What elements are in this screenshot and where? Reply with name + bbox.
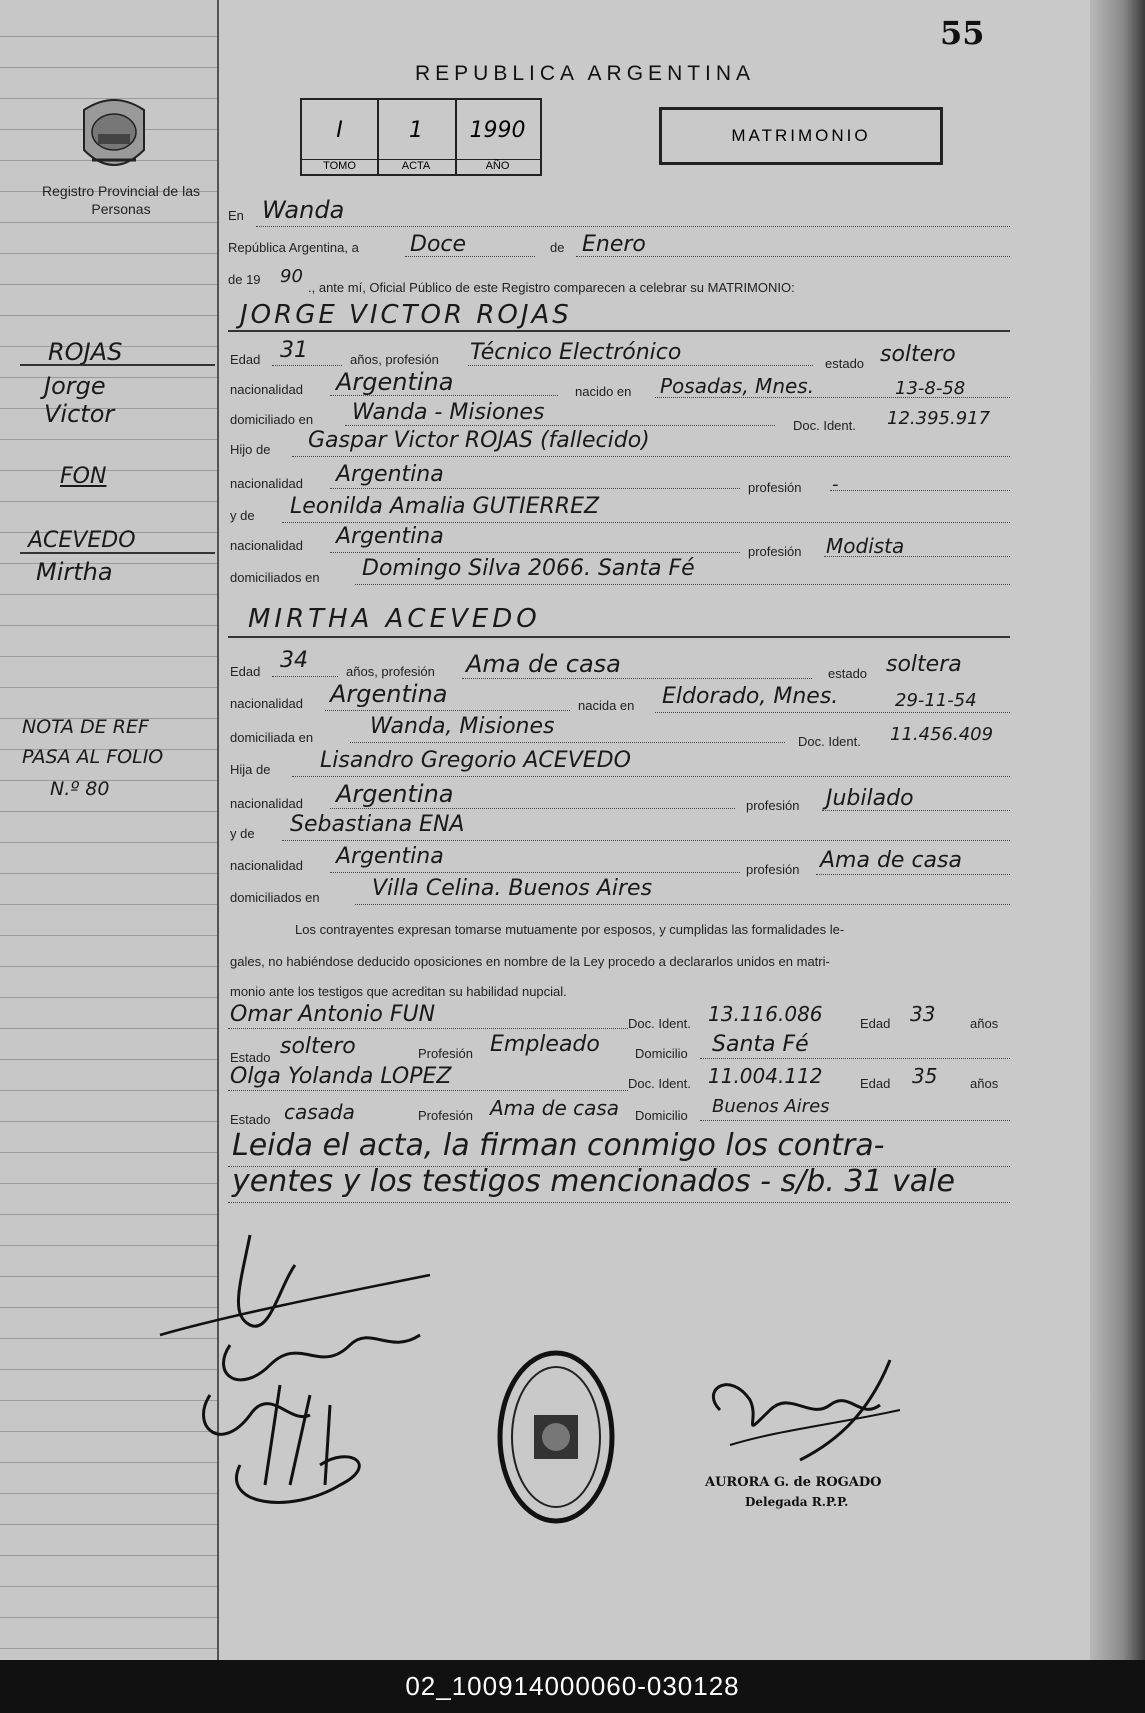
witness1-domicile: Santa Fé xyxy=(712,1032,809,1057)
bride-status: soltera xyxy=(886,652,962,677)
margin-note-1: NOTA DE REF xyxy=(22,716,149,738)
declaration-line-3: monio ante los testigos que acreditan su habilidad nupcial. xyxy=(230,984,567,999)
official-signature xyxy=(690,1350,930,1475)
witness1-name: Omar Antonio FUN xyxy=(230,1002,436,1027)
bride-father: Lisandro Gregorio ACEVEDO xyxy=(320,748,631,773)
groom-father-prof: - xyxy=(832,474,839,495)
groom-domicile: Wanda - Misiones xyxy=(352,400,545,425)
groom-parents-domicile: Domingo Silva 2066. Santa Fé xyxy=(362,556,695,581)
witness2-dom-label: Domicilio xyxy=(635,1108,688,1123)
bride-name: MIRTHA ACEVEDO xyxy=(248,604,541,634)
bride-domicile: Wanda, Misiones xyxy=(370,714,555,739)
groom-yde-label: y de xyxy=(230,508,255,523)
groom-profession: Técnico Electrónico xyxy=(470,340,682,365)
bride-father-nac-label: nacionalidad xyxy=(230,796,304,811)
groom-mother: Leonilda Amalia GUTIERREZ xyxy=(290,494,600,519)
groom-dom-label: domiciliado en xyxy=(230,412,314,427)
witness2-name: Olga Yolanda LOPEZ xyxy=(230,1064,452,1089)
record-index-box xyxy=(300,98,542,176)
anio-value: 1990 xyxy=(469,118,526,143)
bride-doc-label: Doc. Ident. xyxy=(798,734,861,749)
tomo-label: TOMO xyxy=(302,159,377,172)
witness2-estado-label: Estado xyxy=(230,1112,271,1127)
bride-doc: 11.456.409 xyxy=(890,724,994,745)
groom-age: 31 xyxy=(280,338,308,363)
groom-name: JORGE VICTOR ROJAS xyxy=(240,300,572,330)
margin-groom-name-1: Jorge xyxy=(44,372,106,400)
witness1-estado-label: Estado xyxy=(230,1050,271,1065)
acta-label: ACTA xyxy=(377,159,455,172)
document-code-footer: 02_100914000060-030128 xyxy=(0,1660,1145,1713)
margin-bride-name: Mirtha xyxy=(36,558,113,586)
bride-mother-prof-label: profesión xyxy=(746,862,800,877)
bride-father-nat: Argentina xyxy=(336,780,454,808)
closing-line-2: yentes y los testigos mencionados - s/b. 31 vale xyxy=(232,1164,955,1199)
bride-yde-label: y de xyxy=(230,826,255,841)
closing-line-1: Leida el acta, la firman conmigo los contra- xyxy=(232,1128,885,1163)
intro-text: ., ante mí, Oficial Público de este Registro comparecen a celebrar su MATRIMONIO: xyxy=(308,280,795,295)
witness1-profession: Empleado xyxy=(490,1032,600,1057)
witness1-edad-label: Edad xyxy=(860,1016,891,1031)
acta-value: 1 xyxy=(409,118,423,143)
groom-father-nat: Argentina xyxy=(336,462,444,487)
bride-dom-label: domiciliada en xyxy=(230,730,314,745)
groom-estado-label: estado xyxy=(825,356,865,371)
groom-nacido-label: nacido en xyxy=(575,384,632,399)
groom-parents-dom-label: domiciliados en xyxy=(230,570,320,585)
groom-doc: 12.395.917 xyxy=(887,408,991,429)
groom-mother-nac-label: nacionalidad xyxy=(230,538,304,553)
bride-hija-label: Hija de xyxy=(230,762,271,777)
margin-note-3: N.º 80 xyxy=(50,778,110,800)
bride-parents-dom-label: domiciliados en xyxy=(230,890,320,905)
groom-birthdate: 13-8-58 xyxy=(895,378,966,399)
day: Doce xyxy=(410,232,467,257)
en-label: En xyxy=(228,208,244,223)
bride-mother-nat: Argentina xyxy=(336,844,444,869)
margin-mark: FON xyxy=(60,464,107,489)
groom-hijo-label: Hijo de xyxy=(230,442,271,457)
bride-parents-domicile: Villa Celina. Buenos Aires xyxy=(372,876,653,901)
bride-profession: Ama de casa xyxy=(466,650,621,678)
year-prefix: de 19 xyxy=(228,272,261,287)
witness1-prof-label: Profesión xyxy=(418,1046,473,1061)
groom-mother-nat: Argentina xyxy=(336,524,444,549)
country-title: REPUBLICA ARGENTINA xyxy=(415,62,756,85)
province-emblem-icon xyxy=(74,90,154,185)
month: Enero xyxy=(582,232,646,257)
bride-age: 34 xyxy=(280,648,308,673)
witness2-domicile: Buenos Aires xyxy=(712,1096,830,1117)
groom-father: Gaspar Victor ROJAS (fallecido) xyxy=(308,428,650,453)
bride-birthdate: 29-11-54 xyxy=(895,690,977,711)
witness2-age: 35 xyxy=(912,1064,938,1088)
de-label: de xyxy=(550,240,565,255)
witness2-anos-label: años xyxy=(970,1076,999,1091)
groom-prof-label: años, profesión xyxy=(350,352,439,367)
book-binding-edge xyxy=(1090,0,1145,1660)
page-number: 55 xyxy=(940,14,985,52)
bride-nationality: Argentina xyxy=(330,680,448,708)
groom-edad-label: Edad xyxy=(230,352,261,367)
groom-nationality: Argentina xyxy=(336,368,454,396)
bride-father-prof-label: profesión xyxy=(746,798,800,813)
bride-edad-label: Edad xyxy=(230,664,261,679)
witness2-edad-label: Edad xyxy=(860,1076,891,1091)
margin-groom-name-2: Victor xyxy=(44,400,115,428)
margin-note-2: PASA AL FOLIO xyxy=(22,746,164,768)
witness2-doc: 11.004.112 xyxy=(708,1064,823,1088)
witness2-doc-label: Doc. Ident. xyxy=(628,1076,691,1091)
margin-bride-surname: ACEVEDO xyxy=(28,528,136,553)
groom-father-nac-label: nacionalidad xyxy=(230,476,304,491)
witness2-status: casada xyxy=(284,1100,355,1124)
party-signatures xyxy=(150,1225,450,1530)
bride-nac-label: nacionalidad xyxy=(230,696,304,711)
declaration-line-2: gales, no habiéndose deducido oposiciones en nombre de la Ley procedo a declararlos unidos en matri- xyxy=(230,954,830,969)
place: Wanda xyxy=(262,196,345,224)
record-type: MATRIMONIO xyxy=(731,126,871,145)
bride-estado-label: estado xyxy=(828,666,868,681)
witness1-age: 33 xyxy=(910,1002,936,1026)
bride-nacida-label: nacida en xyxy=(578,698,635,713)
witness2-prof-label: Profesión xyxy=(418,1108,473,1123)
official-stamp xyxy=(496,1350,616,1530)
witness1-dom-label: Domicilio xyxy=(635,1046,688,1061)
anio-label: AÑO xyxy=(455,159,540,172)
bride-father-prof: Jubilado xyxy=(826,786,914,811)
official-name: AURORA G. de ROGADO xyxy=(705,1475,882,1490)
year-suffix: 90 xyxy=(280,266,303,287)
groom-nac-label: nacionalidad xyxy=(230,382,304,397)
tomo-value: I xyxy=(336,118,343,143)
official-title: Delegada R.P.P. xyxy=(745,1495,849,1509)
groom-father-prof-label: profesión xyxy=(748,480,802,495)
groom-mother-prof-label: profesión xyxy=(748,544,802,559)
witness1-doc: 13.116.086 xyxy=(708,1002,823,1026)
witness1-doc-label: Doc. Ident. xyxy=(628,1016,691,1031)
witness2-profession: Ama de casa xyxy=(490,1096,620,1120)
groom-birthplace: Posadas, Mnes. xyxy=(660,374,815,398)
groom-status: soltero xyxy=(880,342,956,367)
registry-name: Registro Provincial de las Personas xyxy=(42,183,200,217)
record-type-box xyxy=(659,107,943,165)
bride-prof-label: años, profesión xyxy=(346,664,435,679)
witness1-anos-label: años xyxy=(970,1016,999,1031)
bride-birthplace: Eldorado, Mnes. xyxy=(662,684,839,709)
witness1-status: soltero xyxy=(280,1034,356,1059)
bride-mother: Sebastiana ENA xyxy=(290,812,465,837)
declaration-line-1: Los contrayentes expresan tomarse mutuamente por esposos, y cumplidas las formalidades le- xyxy=(295,922,845,937)
groom-doc-label: Doc. Ident. xyxy=(793,418,856,433)
bride-mother-prof: Ama de casa xyxy=(820,848,962,873)
groom-mother-prof: Modista xyxy=(826,534,905,558)
republic-label: República Argentina, a xyxy=(228,240,359,255)
bride-mother-nac-label: nacionalidad xyxy=(230,858,304,873)
margin-groom-surname: ROJAS xyxy=(48,338,123,366)
